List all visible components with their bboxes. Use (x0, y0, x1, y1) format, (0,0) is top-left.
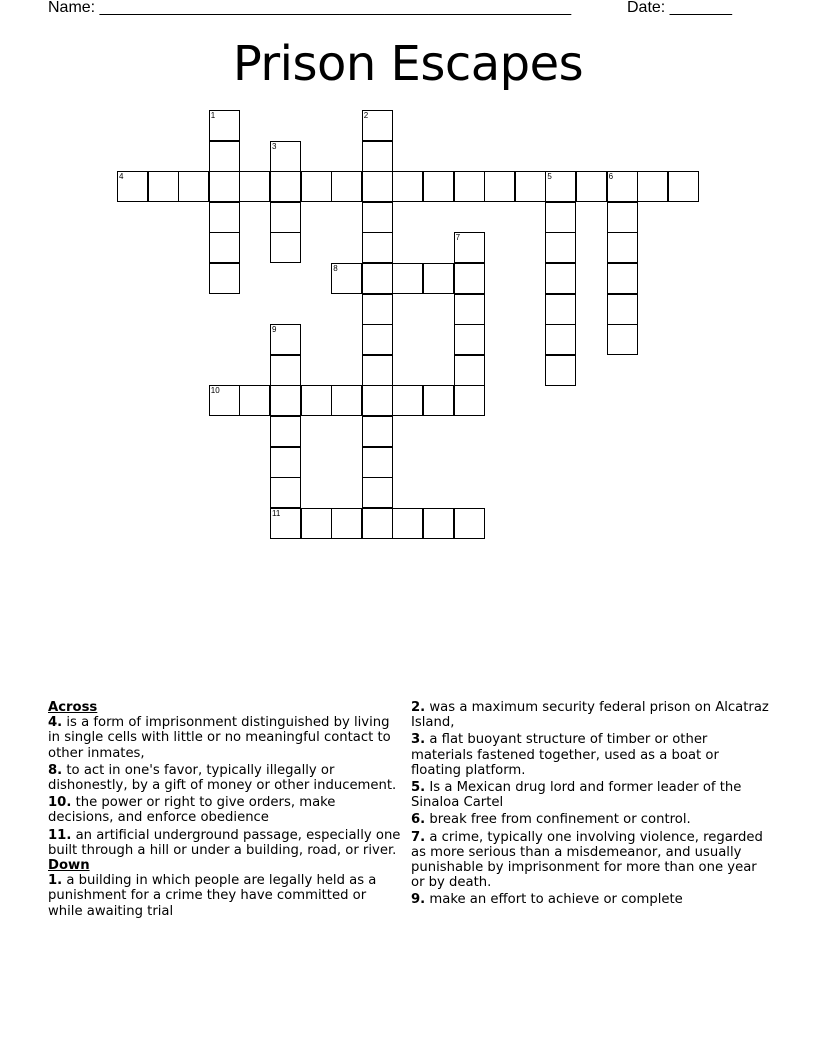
grid-cell[interactable] (362, 385, 393, 416)
grid-cell[interactable] (362, 355, 393, 386)
cell-number: 1 (210, 111, 216, 120)
grid-cell[interactable] (209, 141, 240, 172)
grid-cell[interactable] (362, 294, 393, 325)
grid-cell[interactable] (209, 232, 240, 263)
grid-cell[interactable] (209, 202, 240, 233)
grid-cell[interactable] (209, 110, 240, 141)
clue-number: 4. (48, 715, 63, 731)
grid-cell[interactable] (454, 171, 485, 202)
cell-number: 10 (210, 386, 220, 396)
clue-number: 1. (48, 873, 63, 889)
grid-cell[interactable] (392, 385, 423, 416)
grid-cell[interactable] (607, 232, 638, 263)
clue-number: 3. (411, 732, 426, 748)
clue-text: Is a Mexican drug lord and former leader of the Sinaloa Cartel (411, 780, 742, 811)
grid-cell[interactable] (576, 171, 607, 202)
grid-cell[interactable] (239, 171, 270, 202)
clue-down (411, 830, 771, 891)
grid-cell[interactable] (270, 385, 301, 416)
cell-number: 3 (272, 141, 277, 151)
grid-cell[interactable] (270, 171, 301, 202)
grid-cell[interactable] (117, 171, 148, 202)
clue-text: to act in one's favor, typically illegally or dishonestly, by a gift of money or other inducement. (48, 762, 397, 794)
name-field-label: Name: _____________________________________________________ (48, 0, 572, 16)
grid-cell[interactable] (270, 141, 301, 172)
grid-cell[interactable] (362, 263, 393, 294)
clue-number: 11. (48, 827, 72, 843)
clue-down (411, 892, 771, 907)
cell-number: 8 (333, 264, 338, 273)
grid-cell[interactable] (392, 171, 423, 202)
grid-cell[interactable] (454, 294, 485, 325)
clues-right-column (411, 700, 771, 910)
grid-cell[interactable] (270, 477, 301, 508)
grid-cell[interactable] (607, 263, 638, 294)
grid-cell[interactable] (331, 508, 362, 539)
down-clue-list-left (48, 873, 403, 919)
clue-across (48, 715, 403, 761)
grid-cell[interactable] (545, 171, 576, 202)
grid-cell[interactable] (362, 508, 393, 539)
grid-cell[interactable] (270, 447, 301, 478)
grid-cell[interactable] (270, 416, 301, 447)
grid-cell[interactable] (423, 508, 454, 539)
grid-cell[interactable] (392, 508, 423, 539)
clue-number: 7. (411, 829, 426, 845)
clue-text: a crime, typically one involving violence, regarded as more serious than a misdemeanor, and usually punishable by imprisonment for more than one year or by death. (411, 829, 763, 891)
cell-number: 7 (455, 233, 461, 243)
date-field-label: Date: _______ (627, 0, 732, 16)
clue-down (48, 873, 403, 919)
grid-cell[interactable] (270, 232, 301, 263)
clue-down (411, 732, 771, 778)
grid-cell[interactable] (362, 171, 393, 202)
clue-number: 9. (411, 892, 426, 908)
grid-cell[interactable] (362, 232, 393, 263)
grid-cell[interactable] (545, 294, 576, 325)
grid-cell[interactable] (331, 263, 362, 294)
clue-number: 6. (411, 812, 426, 828)
grid-cell[interactable] (362, 202, 393, 233)
cell-number: 9 (272, 325, 277, 335)
grid-cell[interactable] (270, 324, 301, 355)
grid-cell[interactable] (362, 324, 393, 355)
cell-number: 4 (119, 172, 124, 182)
grid-cell[interactable] (331, 171, 362, 202)
clue-text: the power or right to give orders, make decisions, and enforce obedience (48, 795, 336, 826)
across-heading: Across (48, 700, 98, 715)
grid-cell[interactable] (545, 355, 576, 386)
cell-number: 11 (272, 508, 281, 518)
clue-text: a flat buoyant structure of timber or other materials fastened together, used as a boat or floating platform. (411, 732, 719, 778)
clue-text: is a form of imprisonment distinguished by living in single cells with little or no meaningful contact to other inmates, (48, 715, 391, 761)
grid-cell[interactable] (270, 355, 301, 386)
grid-cell[interactable] (239, 385, 270, 416)
grid-cell[interactable] (270, 202, 301, 233)
clue-text: was a maximum security federal prison on Alcatraz Island, (411, 700, 769, 731)
clue-down (411, 700, 771, 730)
grid-cell[interactable] (545, 263, 576, 294)
grid-cell[interactable] (423, 171, 454, 202)
grid-cell[interactable] (454, 263, 485, 294)
grid-cell[interactable] (454, 355, 485, 386)
grid-cell[interactable] (392, 263, 423, 294)
clue-across (48, 795, 403, 825)
grid-cell[interactable] (209, 263, 240, 294)
grid-cell[interactable] (454, 232, 485, 263)
grid-cell[interactable] (668, 171, 699, 202)
grid-cell[interactable] (209, 171, 240, 202)
page-title: Prison Escapes (232, 36, 584, 92)
clue-text: a building in which people are legally held as a punishment for a crime they have committed or while awaiting trial (48, 873, 377, 919)
grid-cell[interactable] (607, 294, 638, 325)
grid-cell[interactable] (484, 171, 515, 202)
clue-down (411, 780, 771, 810)
grid-cell[interactable] (454, 385, 485, 416)
grid-cell[interactable] (637, 171, 668, 202)
clue-number: 10. (48, 795, 72, 811)
grid-cell[interactable] (148, 171, 179, 202)
grid-cell[interactable] (515, 171, 546, 202)
grid-cell[interactable] (454, 324, 485, 355)
cell-number: 2 (363, 111, 369, 120)
grid-cell[interactable] (423, 385, 454, 416)
cell-number: 5 (547, 172, 552, 182)
grid-cell[interactable] (545, 232, 576, 263)
grid-cell[interactable] (270, 508, 301, 539)
grid-cell[interactable] (362, 141, 393, 172)
clue-text: break free from confinement or control. (429, 812, 691, 828)
grid-cell[interactable] (423, 263, 454, 294)
grid-cell[interactable] (545, 324, 576, 355)
grid-cell[interactable] (301, 385, 332, 416)
grid-cell[interactable] (331, 385, 362, 416)
clue-text: an artificial underground passage, especially one built through a hill or under a building, road, or river. (48, 827, 401, 858)
across-clue-list (48, 715, 403, 858)
clue-across (48, 763, 403, 793)
grid-cell[interactable] (362, 416, 393, 447)
grid-cell[interactable] (607, 202, 638, 233)
grid-cell[interactable] (209, 385, 240, 416)
clue-across (48, 828, 403, 858)
grid-cell[interactable] (301, 171, 332, 202)
clue-number: 8. (48, 762, 63, 778)
grid-cell[interactable] (301, 508, 332, 539)
clue-down (411, 812, 771, 827)
clues-left-column (48, 700, 403, 921)
grid-cell[interactable] (178, 171, 209, 202)
grid-cell[interactable] (362, 477, 393, 508)
grid-cell[interactable] (362, 447, 393, 478)
clue-number: 5. (411, 780, 426, 796)
down-heading: Down (48, 858, 90, 874)
grid-cell[interactable] (545, 202, 576, 233)
grid-cell[interactable] (607, 324, 638, 355)
cell-number: 6 (608, 172, 614, 182)
clue-number: 2. (411, 700, 426, 715)
grid-cell[interactable] (454, 508, 485, 539)
grid-cell[interactable] (607, 171, 638, 202)
grid-cell[interactable] (362, 110, 393, 141)
clue-text: make an effort to achieve or complete (429, 892, 683, 908)
